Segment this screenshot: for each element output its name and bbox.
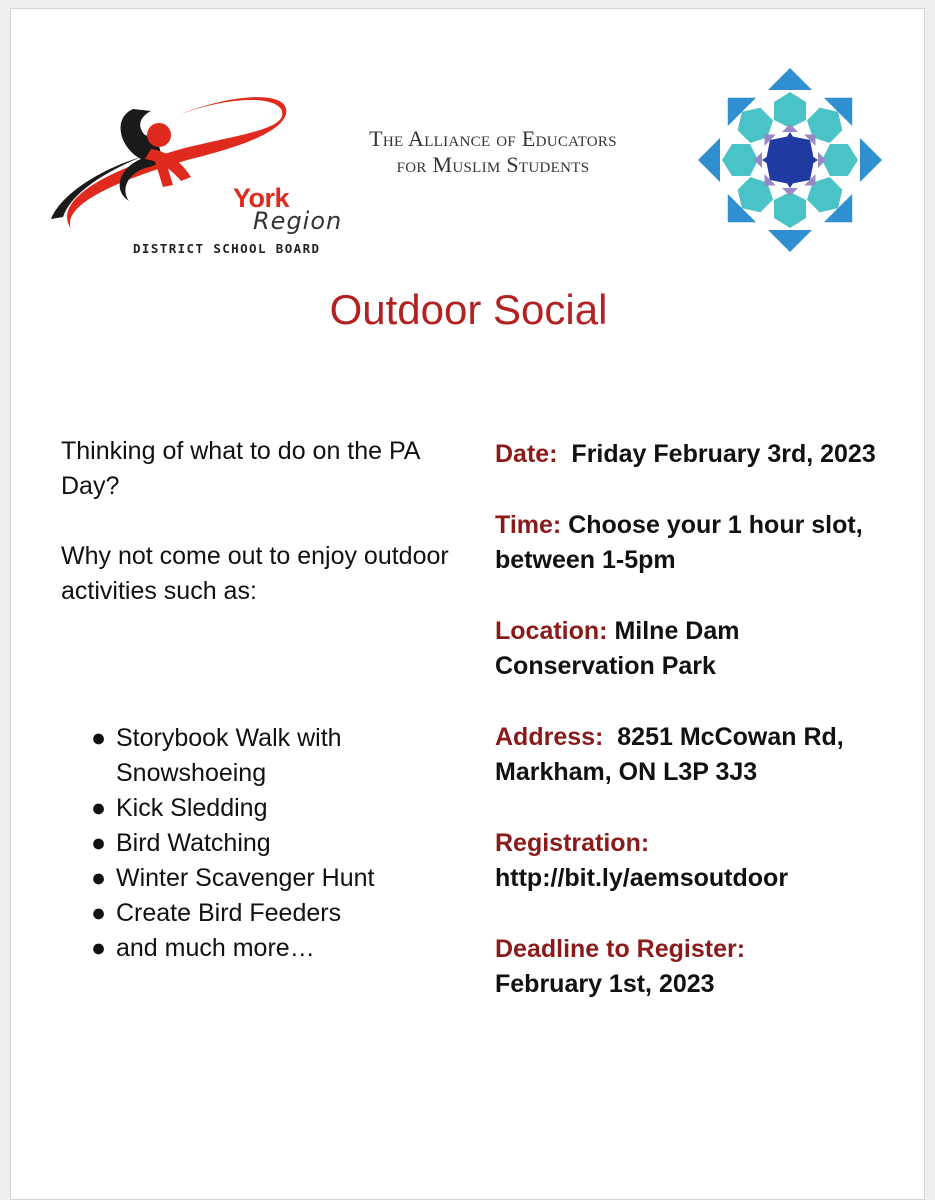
- yrdsb-region-text: Region: [253, 207, 343, 235]
- aems-name: [323, 126, 663, 178]
- address-detail: [495, 720, 895, 790]
- intro-text: [61, 434, 451, 609]
- event-details: [495, 437, 895, 1038]
- list-item: ● and much more…: [91, 931, 431, 966]
- address-value: 8251 McCowan Rd, Markham, ON L3P 3J3: [495, 723, 844, 786]
- time-value: Choose your 1 hour slot, between 1-5pm: [495, 511, 863, 574]
- list-item: ● Kick Sledding: [91, 791, 431, 826]
- bullet-icon: ●: [91, 899, 107, 927]
- bullet-icon: ●: [91, 864, 107, 892]
- list-item: ● Create Bird Feeders: [91, 896, 431, 931]
- date-value: Friday February 3rd, 2023: [571, 440, 876, 468]
- aems-line2: for Muslim Students: [396, 152, 590, 177]
- aems-line1: The Alliance of Educators: [369, 126, 617, 151]
- date-label: Date:: [495, 440, 558, 468]
- time-detail: [495, 508, 895, 578]
- address-label: Address:: [495, 723, 604, 751]
- bullet-icon: ●: [91, 829, 107, 857]
- bullet-icon: ●: [91, 724, 107, 752]
- time-label: Time:: [495, 511, 562, 539]
- location-label: Location:: [495, 617, 608, 645]
- bullet-icon: ●: [91, 794, 107, 822]
- list-item: ● Bird Watching: [91, 826, 431, 861]
- yrdsb-board-text: DISTRICT SCHOOL BOARD: [133, 241, 321, 256]
- activities-list: [91, 721, 431, 966]
- bullet-icon: ●: [91, 934, 107, 962]
- deadline-label: Deadline to Register:: [495, 935, 746, 963]
- intro-line1: Thinking of what to do on the PA Day?: [61, 437, 420, 500]
- list-item: ● Winter Scavenger Hunt: [91, 861, 431, 896]
- location-detail: [495, 614, 895, 684]
- date-detail: [495, 437, 895, 472]
- flyer-page: [10, 8, 925, 1200]
- registration-detail: [495, 826, 895, 896]
- deadline-value: February 1st, 2023: [495, 970, 715, 998]
- registration-link[interactable]: http://bit.ly/aemsoutdoor: [495, 864, 789, 892]
- deadline-detail: [495, 932, 895, 1002]
- yrdsb-york-text: York: [233, 183, 290, 213]
- yrdsb-logo: [41, 89, 361, 259]
- intro-line2: Why not come out to enjoy outdoor activities such as:: [61, 542, 449, 605]
- registration-label: Registration:: [495, 829, 650, 857]
- aems-star-logo-icon: [697, 67, 883, 253]
- list-item: ● Storybook Walk with Snowshoeing: [91, 721, 431, 791]
- location-value: Milne Dam Conservation Park: [495, 617, 740, 680]
- page-title: Outdoor Social: [329, 286, 608, 333]
